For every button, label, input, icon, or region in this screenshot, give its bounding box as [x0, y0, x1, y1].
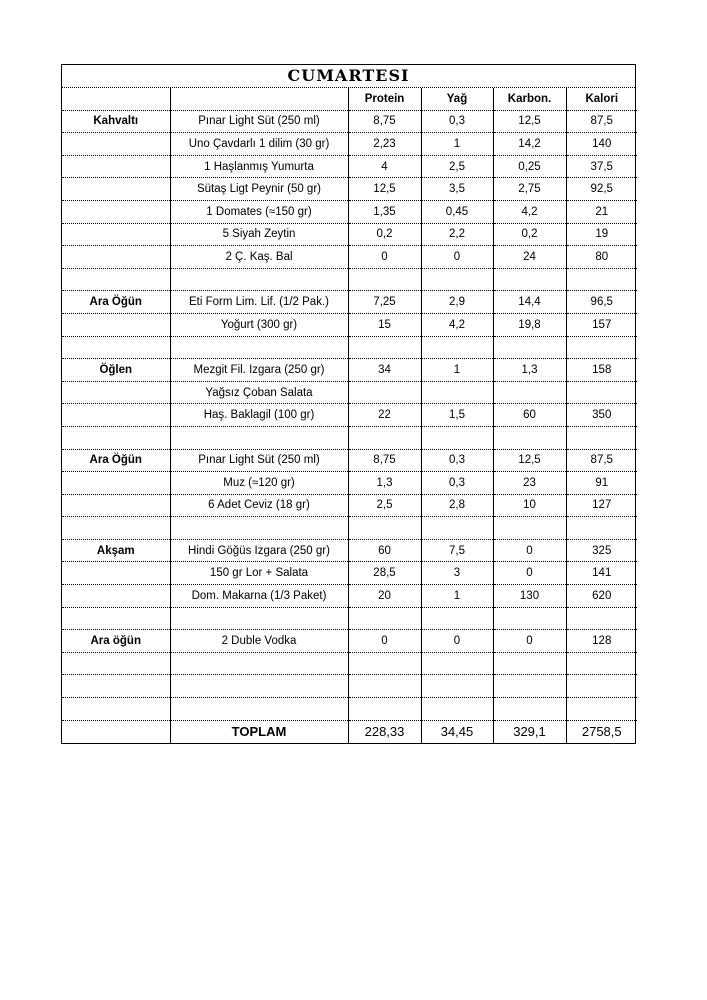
header-row: [62, 88, 637, 110]
total-protein: 228,33: [348, 720, 421, 743]
kcal-cell: 140: [566, 133, 637, 156]
header-kcal: Kalori: [566, 88, 637, 110]
protein-cell: 1,3: [348, 472, 421, 495]
protein-cell: 15: [348, 313, 421, 336]
protein-cell: [348, 698, 421, 721]
protein-cell: [348, 607, 421, 630]
table-row: [62, 630, 637, 653]
protein-cell: [348, 517, 421, 540]
protein-cell: 22: [348, 404, 421, 427]
protein-cell: [348, 675, 421, 698]
protein-cell: 28,5: [348, 562, 421, 585]
table-row: [62, 110, 637, 133]
food-cell: Muz (≈120 gr): [170, 472, 348, 495]
food-cell: Hindi Göğüs Izgara (250 gr): [170, 539, 348, 562]
food-cell: 1 Haşlanmış Yumurta: [170, 155, 348, 178]
carb-cell: [493, 381, 566, 404]
header-carb: Karbon.: [493, 88, 566, 110]
fat-cell: [421, 336, 493, 359]
food-cell: 2 Ç. Kaş. Bal: [170, 246, 348, 269]
food-cell: 6 Adet Ceviz (18 gr): [170, 494, 348, 517]
table-row: [62, 381, 637, 404]
total-carb: 329,1: [493, 720, 566, 743]
fat-cell: [421, 426, 493, 449]
carb-cell: 0,25: [493, 155, 566, 178]
meal-cell: [62, 652, 170, 675]
meal-cell: [62, 698, 170, 721]
table-row: [62, 178, 637, 201]
food-cell: [170, 607, 348, 630]
kcal-cell: 21: [566, 200, 637, 223]
kcal-cell: [566, 336, 637, 359]
meal-cell: [62, 246, 170, 269]
food-cell: Mezgit Fil. Izgara (250 gr): [170, 359, 348, 382]
carb-cell: 0,2: [493, 223, 566, 246]
kcal-cell: [566, 675, 637, 698]
protein-cell: 2,23: [348, 133, 421, 156]
total-fat: 34,45: [421, 720, 493, 743]
protein-cell: 12,5: [348, 178, 421, 201]
kcal-cell: [566, 517, 637, 540]
food-cell: Pınar Light Süt (250 ml): [170, 449, 348, 472]
kcal-cell: 158: [566, 359, 637, 382]
fat-cell: [421, 268, 493, 291]
meal-cell: Ara öğün: [62, 630, 170, 653]
food-cell: [170, 675, 348, 698]
fat-cell: 0,45: [421, 200, 493, 223]
kcal-cell: 91: [566, 472, 637, 495]
fat-cell: 2,5: [421, 155, 493, 178]
meal-cell: [62, 607, 170, 630]
total-kcal: 2758,5: [581, 724, 622, 740]
fat-cell: [421, 652, 493, 675]
fat-cell: 0,3: [421, 449, 493, 472]
table-row: [62, 698, 637, 721]
protein-cell: [348, 381, 421, 404]
protein-cell: [348, 652, 421, 675]
protein-cell: 4: [348, 155, 421, 178]
carb-cell: 0: [493, 562, 566, 585]
table-row: [62, 336, 637, 359]
fat-cell: 1: [421, 133, 493, 156]
table-row: [62, 449, 637, 472]
food-cell: [170, 652, 348, 675]
carb-cell: 0: [493, 630, 566, 653]
table-row: [62, 562, 637, 585]
fat-cell: 0: [421, 630, 493, 653]
carb-cell: [493, 607, 566, 630]
fat-cell: 2,8: [421, 494, 493, 517]
table-body: [62, 88, 637, 743]
food-cell: Sütaş Ligt Peynir (50 gr): [170, 178, 348, 201]
meal-cell: [62, 155, 170, 178]
fat-cell: 4,2: [421, 313, 493, 336]
table-row: [62, 539, 637, 562]
kcal-cell: 141: [566, 562, 637, 585]
carb-cell: 0: [493, 539, 566, 562]
food-cell: Pınar Light Süt (250 ml): [170, 110, 348, 133]
kcal-cell: [566, 268, 637, 291]
protein-cell: 1,35: [348, 200, 421, 223]
carb-cell: [493, 652, 566, 675]
kcal-cell: 157: [566, 313, 637, 336]
table-row: [62, 133, 637, 156]
protein-cell: 2,5: [348, 494, 421, 517]
food-cell: Haş. Baklagil (100 gr): [170, 404, 348, 427]
kcal-cell: 87,5: [566, 449, 637, 472]
table-row: [62, 426, 637, 449]
table-row: [62, 472, 637, 495]
meal-cell: Öğlen: [62, 359, 170, 382]
meal-cell: Kahvaltı: [62, 110, 170, 133]
protein-cell: 0,2: [348, 223, 421, 246]
header-protein: Protein: [348, 88, 421, 110]
carb-cell: 12,5: [493, 110, 566, 133]
fat-cell: [421, 607, 493, 630]
meal-cell: [62, 336, 170, 359]
carb-cell: [493, 698, 566, 721]
kcal-cell: 87,5: [566, 110, 637, 133]
food-cell: Yoğurt (300 gr): [170, 313, 348, 336]
fat-cell: 2,9: [421, 291, 493, 314]
meal-cell: [62, 200, 170, 223]
kcal-cell: 96,5: [566, 291, 637, 314]
table-row: [62, 246, 637, 269]
meal-cell: Ara Öğün: [62, 449, 170, 472]
table-row: [62, 675, 637, 698]
carb-cell: 24: [493, 246, 566, 269]
table-row: [62, 585, 637, 608]
food-cell: Yağsız Çoban Salata: [170, 381, 348, 404]
carb-cell: 1,3: [493, 359, 566, 382]
table-row: [62, 494, 637, 517]
food-cell: Eti Form Lim. Lif. (1/2 Pak.): [170, 291, 348, 314]
kcal-cell: 127: [566, 494, 637, 517]
carb-cell: 2,75: [493, 178, 566, 201]
fat-cell: 7,5: [421, 539, 493, 562]
protein-cell: [348, 268, 421, 291]
table-row: [62, 517, 637, 540]
food-cell: 2 Duble Vodka: [170, 630, 348, 653]
table-row: [62, 404, 637, 427]
protein-cell: 7,25: [348, 291, 421, 314]
carb-cell: 10: [493, 494, 566, 517]
carb-cell: 130: [493, 585, 566, 608]
carb-cell: 14,4: [493, 291, 566, 314]
nutrition-table: [62, 88, 637, 743]
table-row: [62, 313, 637, 336]
carb-cell: [493, 517, 566, 540]
carb-cell: 19,8: [493, 313, 566, 336]
meal-cell: [62, 178, 170, 201]
total-row: [62, 720, 637, 743]
fat-cell: 2,2: [421, 223, 493, 246]
meal-cell: Akşam: [62, 539, 170, 562]
meal-cell: [62, 494, 170, 517]
kcal-cell: [566, 698, 637, 721]
fat-cell: 3: [421, 562, 493, 585]
kcal-cell: 620: [566, 585, 637, 608]
protein-cell: [348, 336, 421, 359]
table-row: [62, 359, 637, 382]
food-cell: [170, 517, 348, 540]
meal-cell: [62, 562, 170, 585]
fat-cell: 0,3: [421, 472, 493, 495]
carb-cell: 4,2: [493, 200, 566, 223]
carb-cell: 23: [493, 472, 566, 495]
meal-cell: [62, 268, 170, 291]
header-fat: Yağ: [421, 88, 493, 110]
food-cell: [170, 336, 348, 359]
fat-cell: 3,5: [421, 178, 493, 201]
protein-cell: 20: [348, 585, 421, 608]
fat-cell: 0: [421, 246, 493, 269]
meal-cell: Ara Öğün: [62, 291, 170, 314]
table-row: [62, 607, 637, 630]
meal-cell: [62, 472, 170, 495]
carb-cell: 12,5: [493, 449, 566, 472]
table-row: [62, 268, 637, 291]
table-row: [62, 652, 637, 675]
carb-cell: 60: [493, 404, 566, 427]
meal-cell: [62, 675, 170, 698]
kcal-cell: 92,5: [566, 178, 637, 201]
food-cell: 5 Siyah Zeytin: [170, 223, 348, 246]
carb-cell: [493, 675, 566, 698]
kcal-cell: [566, 381, 637, 404]
protein-cell: 34: [348, 359, 421, 382]
protein-cell: [348, 426, 421, 449]
meal-cell: [62, 517, 170, 540]
nutrition-sheet: [61, 64, 636, 744]
kcal-cell: 37,5: [566, 155, 637, 178]
protein-cell: 0: [348, 246, 421, 269]
carb-cell: [493, 426, 566, 449]
kcal-cell: 80: [566, 246, 637, 269]
total-blank-cell: [62, 720, 170, 743]
protein-cell: 8,75: [348, 110, 421, 133]
fat-cell: [421, 675, 493, 698]
table-row: [62, 155, 637, 178]
protein-cell: 0: [348, 630, 421, 653]
fat-cell: 0,3: [421, 110, 493, 133]
food-cell: Uno Çavdarlı 1 dilim (30 gr): [170, 133, 348, 156]
fat-cell: 1,5: [421, 404, 493, 427]
sheet-title: CUMARTESI: [62, 65, 635, 88]
food-cell: [170, 698, 348, 721]
fat-cell: [421, 381, 493, 404]
fat-cell: [421, 698, 493, 721]
kcal-cell: [566, 607, 637, 630]
kcal-cell: 325: [566, 539, 637, 562]
food-cell: 1 Domates (≈150 gr): [170, 200, 348, 223]
meal-cell: [62, 404, 170, 427]
total-label: TOPLAM: [170, 720, 348, 743]
table-row: [62, 291, 637, 314]
kcal-cell: [566, 652, 637, 675]
meal-cell: [62, 313, 170, 336]
food-cell: [170, 268, 348, 291]
fat-cell: [421, 517, 493, 540]
meal-cell: [62, 381, 170, 404]
carb-cell: [493, 336, 566, 359]
table-row: [62, 223, 637, 246]
kcal-cell: [566, 426, 637, 449]
meal-cell: [62, 426, 170, 449]
kcal-cell: 128: [566, 630, 637, 653]
header-meal: [62, 88, 170, 110]
food-cell: [170, 426, 348, 449]
food-cell: 150 gr Lor + Salata: [170, 562, 348, 585]
protein-cell: 60: [348, 539, 421, 562]
kcal-cell: 19: [566, 223, 637, 246]
meal-cell: [62, 585, 170, 608]
meal-cell: [62, 133, 170, 156]
fat-cell: 1: [421, 585, 493, 608]
food-cell: Dom. Makarna (1/3 Paket): [170, 585, 348, 608]
kcal-cell: 350: [566, 404, 637, 427]
carb-cell: 14,2: [493, 133, 566, 156]
fat-cell: 1: [421, 359, 493, 382]
protein-cell: 8,75: [348, 449, 421, 472]
header-food: [170, 88, 348, 110]
table-row: [62, 200, 637, 223]
meal-cell: [62, 223, 170, 246]
carb-cell: [493, 268, 566, 291]
